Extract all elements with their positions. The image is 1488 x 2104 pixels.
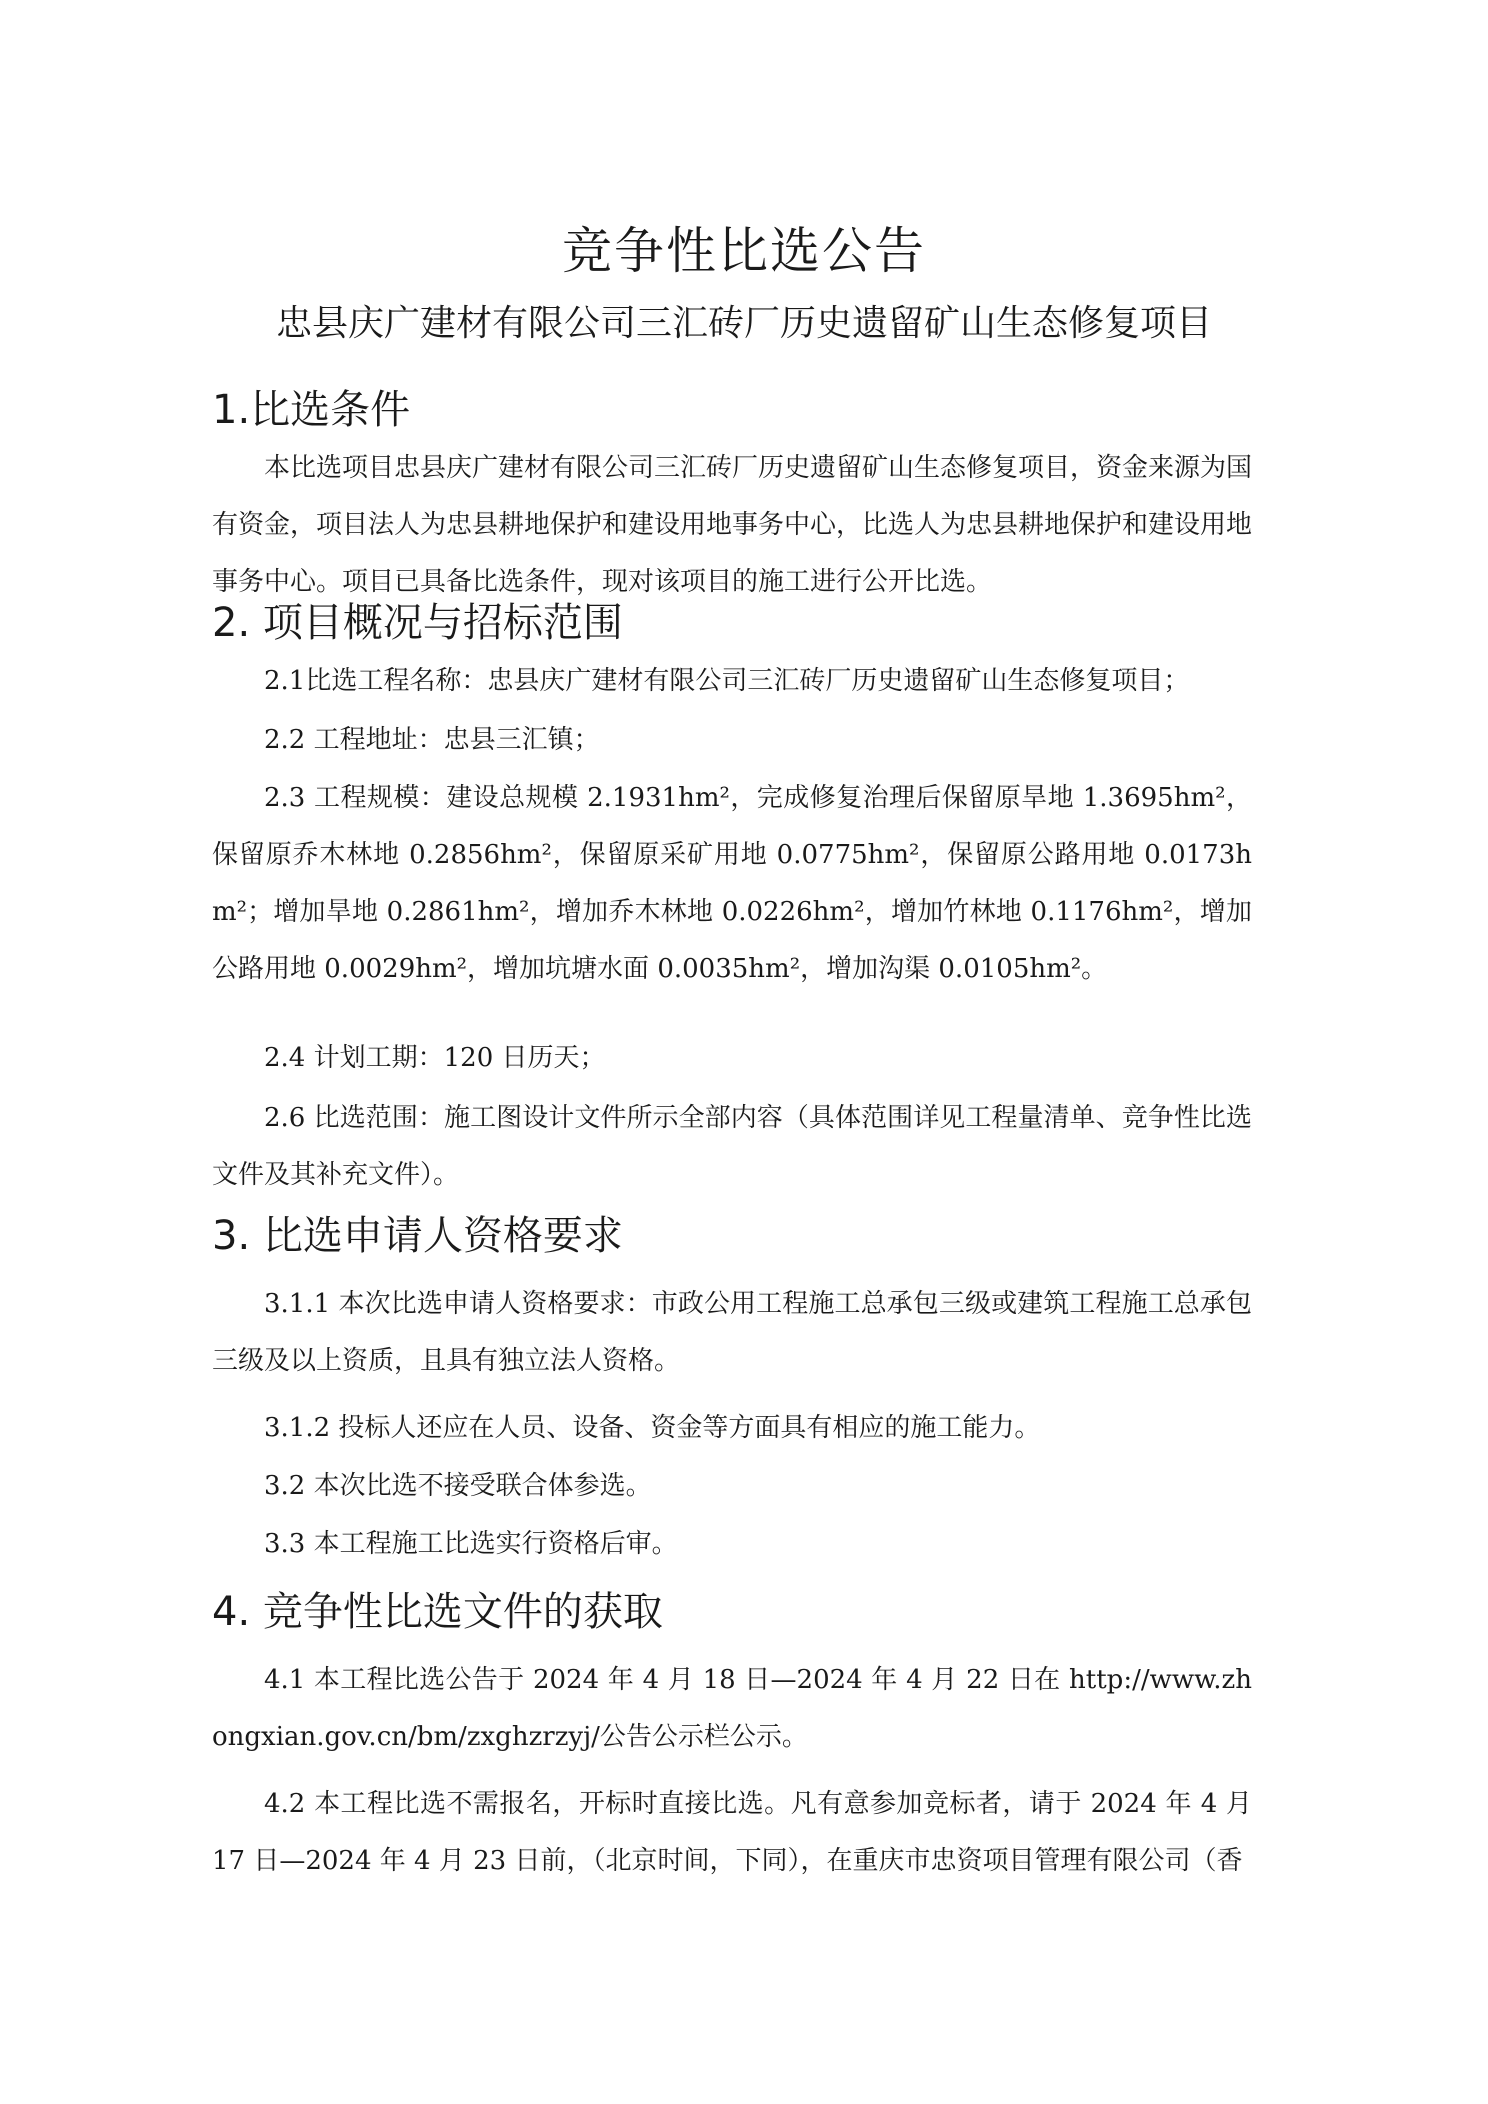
item-2-6: 2.6 比选范围：施工图设计文件所示全部内容（具体范围详见工程量清单、竞争性比选文件及其补充文件）。 bbox=[212, 1103, 1252, 1190]
item-2-4: 2.4 计划工期：120 日历天； bbox=[264, 1043, 606, 1073]
item-3-2: 3.2 本次比选不接受联合体参选。 bbox=[264, 1471, 652, 1501]
item-3-1-1: 3.1.1 本次比选申请人资格要求：市政公用工程施工总承包三级或建筑工程施工总承包三级及以上资质，且具有独立法人资格。 bbox=[212, 1289, 1252, 1376]
section-2-heading: 2. 项目概况与招标范围 bbox=[212, 600, 623, 646]
page-subtitle: 忠县庆广建材有限公司三汇砖厂历史遗留矿山生态修复项目 bbox=[275, 303, 1212, 344]
section-4-heading: 4. 竞争性比选文件的获取 bbox=[212, 1589, 663, 1635]
section-3-heading: 3. 比选申请人资格要求 bbox=[212, 1213, 623, 1259]
item-2-3: 2.3 工程规模：建设总规模 2.1931hm²，完成修复治理后保留原旱地 1.3695hm²，保留原乔木林地 0.2856hm²，保留原采矿用地 0.0775hm²，保留原公路用地 0.0173hm²；增加旱地 0.2861hm²，增加乔木林地 0.0226hm²，增加竹林地 0.1176hm²，增加公路用地 0.0029hm²，增加坑塘水面 0.0035hm²，增加沟渠 0.0105hm²。 bbox=[212, 783, 1252, 984]
section-1-heading: 1.比选条件 bbox=[212, 387, 411, 433]
item-3-3: 3.3 本工程施工比选实行资格后审。 bbox=[264, 1529, 678, 1559]
item-2-1: 2.1比选工程名称：忠县庆广建材有限公司三汇砖厂历史遗留矿山生态修复项目； bbox=[264, 666, 1190, 696]
page-title: 竞争性比选公告 bbox=[562, 222, 926, 280]
item-2-2: 2.2 工程地址：忠县三汇镇； bbox=[264, 725, 600, 755]
item-4-2: 4.2 本工程比选不需报名，开标时直接比选。凡有意参加竞标者，请于 2024 年 4 月 17 日—2024 年 4 月 23 日前，（北京时间，下同），在重庆市忠资项目管理有限公司（香 bbox=[212, 1789, 1252, 1876]
item-3-1-2: 3.1.2 投标人还应在人员、设备、资金等方面具有相应的施工能力。 bbox=[264, 1413, 1041, 1443]
section-1-paragraph: 本比选项目忠县庆广建材有限公司三汇砖厂历史遗留矿山生态修复项目，资金来源为国有资金，项目法人为忠县耕地保护和建设用地事务中心，比选人为忠县耕地保护和建设用地事务中心。项目已具备比选条件，现对该项目的施工进行公开比选。 bbox=[212, 453, 1253, 597]
item-4-1: 4.1 本工程比选公告于 2024 年 4 月 18 日—2024 年 4 月 22 日在 http://www.zhongxian.gov.cn/bm/zxghzrzyj/公告公示栏公示。 bbox=[212, 1665, 1252, 1752]
